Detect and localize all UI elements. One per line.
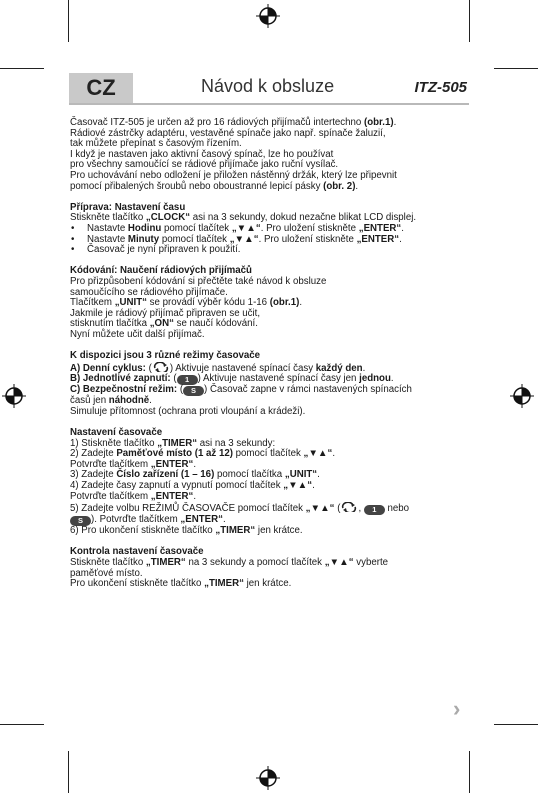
one-button-icon: 1 [364, 505, 385, 515]
step-line: Potvrďte tlačítkem „ENTER“. [70, 490, 197, 502]
text-line: Pro přizpůsobení kódování si přečtěte také návod k obsluze [70, 275, 327, 287]
intro-line: Pro uchovávání nebo odložení je přiložen nástěnný držák, který lze připevnit [70, 169, 397, 181]
next-page-arrow-icon[interactable]: › [453, 696, 461, 721]
page-header [69, 73, 469, 105]
step-line: 4) Zadejte časy zapnutí a vypnutí pomocí tlačítek „▼▲“. [70, 480, 315, 491]
mode-line: časů jen náhodně. [70, 395, 152, 407]
section-heading: Kódování: Naučení rádiových přijímačů [70, 265, 252, 277]
intro-line: pro všechny samoučící se rádiové přijímače jako ruční vysílač. [70, 159, 339, 171]
text-line: Stiskněte tlačítko „TIMER“ na 3 sekundy a pomocí tlačítek „▼▲“ vyberte [70, 556, 389, 568]
intro-line: Rádiové zástrčky adaptéru, vestavěné spínače jako např. spínače žaluzií, [70, 127, 386, 139]
step-line: 2) Zadejte Paměťové místo (1 až 12) pomocí tlačítek „▼▲“. [70, 448, 336, 460]
step-line: 5) Zadejte volbu REŽIMŮ ČASOVAČE pomocí tlačítek „▼▲“ ( , 1 nebo [70, 503, 410, 515]
bullet-item: • Nastavte Minuty pomocí tlačítek „▼▲“. Pro uložení stiskněte „ENTER“. [70, 235, 474, 246]
text-line: samoučícího se rádiového přijímače. [70, 286, 228, 298]
section-heading: Kontrola nastavení časovače [70, 546, 204, 558]
model-number: ITZ-505 [414, 79, 467, 96]
manual-content [70, 118, 474, 590]
bullet-item: • Nastavte Hodinu pomocí tlačítek „▼▲“. Pro uložení stiskněte „ENTER“. [70, 224, 474, 235]
crop-mark [469, 751, 470, 793]
registration-mark-icon [256, 766, 280, 790]
text-line: stisknutím tlačítka „ON“ se naučí kódování. [70, 318, 258, 330]
cycle-arrows-icon [340, 502, 358, 512]
crop-mark [494, 724, 538, 725]
crop-mark [469, 0, 470, 42]
step-line: Potvrďte tlačítkem „ENTER“. [70, 458, 197, 470]
section-heading: K dispozici jsou 3 různé režimy časovače [70, 350, 261, 362]
text-line: Tlačítkem „UNIT“ se provádí výběr kódu 1-16 (obr.1). [70, 297, 303, 309]
text-line: Jakmile je rádiový přijímač připraven se učit, [70, 307, 261, 319]
s-button-icon: S [183, 386, 204, 396]
intro-line: I když je nastaven jako aktivní časový spínač, lze ho používat [70, 148, 334, 160]
crop-mark [0, 68, 44, 69]
step-line: 3) Zadejte Číslo zařízení (1 – 16) pomocí tlačítka „UNIT“. [70, 469, 320, 481]
text-line: paměťové místo. [70, 567, 143, 579]
one-button-icon: 1 [177, 375, 198, 385]
section-heading: Příprava: Nastavení času [70, 201, 186, 213]
crop-mark [68, 0, 69, 42]
mode-line: B) Jednotlivé zapnutí: ( 1 ) Aktivuje nastavené spínací časy jen jednou. [70, 373, 394, 385]
mode-line: A) Denní cyklus: ( ) Aktivuje nastavené spínací časy každý den. [70, 362, 366, 374]
step-line: 1) Stiskněte tlačítko „TIMER“ asi na 3 sekundy: [70, 437, 276, 449]
crop-mark [494, 68, 538, 69]
registration-mark-icon [2, 384, 26, 408]
intro-line: Časovač ITZ-505 je určen až pro 16 rádiových přijímačů intertechno (obr.1). [70, 117, 397, 128]
language-badge: CZ [69, 73, 133, 103]
registration-mark-icon [256, 4, 280, 28]
crop-mark [68, 751, 69, 793]
crop-mark [0, 724, 44, 725]
intro-line: tak můžete přepínat s časovým řízením. [70, 138, 242, 150]
text-line: Simuluje přítomnost (ochrana proti vloupání a krádeži). [70, 405, 306, 417]
text-line: Stiskněte tlačítko „CLOCK“ asi na 3 sekundy, dokud nezačne blikat LCD displej. [70, 212, 417, 224]
step-line: S ). Potvrďte tlačítkem „ENTER“. [70, 515, 474, 526]
section-heading: Nastavení časovače [70, 427, 163, 439]
intro-line: pomocí přibalených šroubů nebo oboustranné lepicí pásky (obr. 2). [70, 180, 359, 192]
text-line: Pro ukončení stiskněte tlačítko „TIMER“ jen krátce. [70, 578, 292, 590]
page-title: Návod k obsluze [201, 76, 335, 96]
step-line: 6) Pro ukončení stiskněte tlačítko „TIMER“ jen krátce. [70, 525, 303, 537]
bullet-item: • Časovač je nyní připraven k použití. [70, 245, 474, 256]
registration-mark-icon [510, 384, 534, 408]
text-line: Nyní můžete učit další přijímač. [70, 328, 205, 340]
s-button-icon: S [70, 516, 91, 526]
cycle-arrows-icon [152, 362, 170, 372]
mode-line: C) Bezpečnostní režim: ( S ) Časovač zapne v rámci nastavených spínacích [70, 384, 412, 396]
